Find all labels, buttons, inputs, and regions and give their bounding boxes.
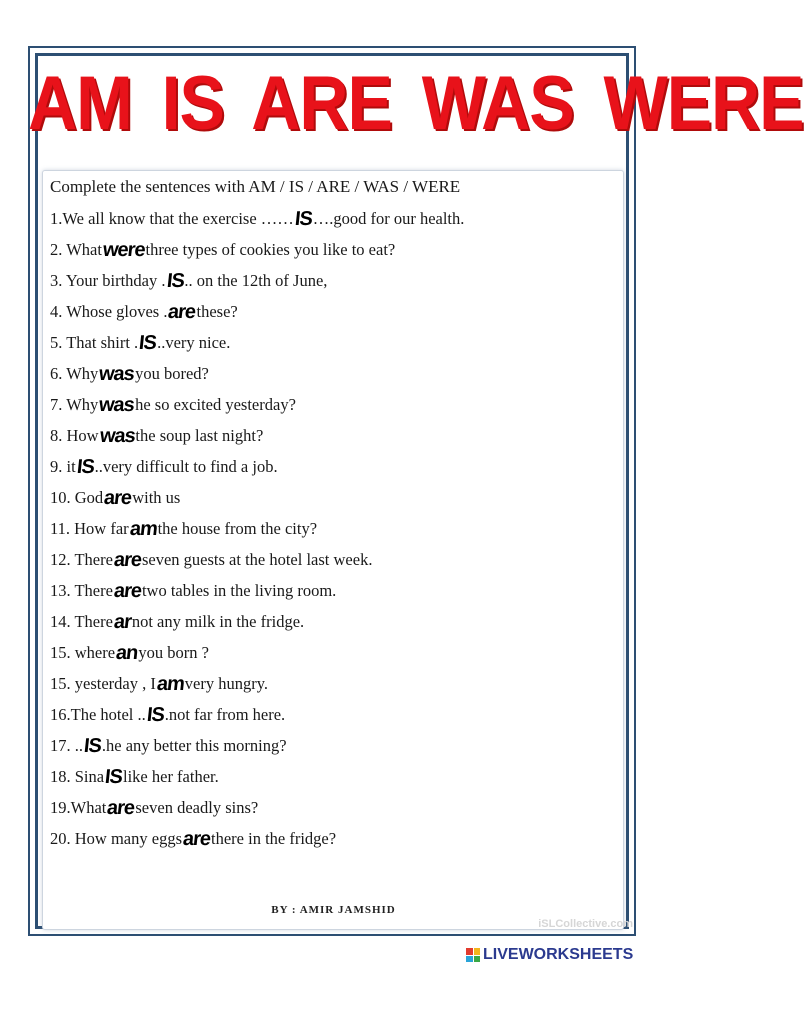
question-text-after: ..very nice. bbox=[157, 333, 231, 352]
answer-field[interactable]: are bbox=[106, 797, 136, 819]
question-row bbox=[50, 827, 336, 851]
question-text-after: with us bbox=[132, 488, 181, 507]
question-text-after: he so excited yesterday? bbox=[135, 395, 296, 414]
question-text-before: 16.The hotel .. bbox=[50, 705, 146, 724]
question-text-after: these? bbox=[196, 302, 238, 321]
question-row bbox=[50, 672, 268, 696]
question-text-before: 10. God bbox=[50, 488, 104, 507]
question-text-before: 5. That shirt . bbox=[50, 333, 139, 352]
answer-field[interactable]: IS bbox=[103, 766, 124, 788]
question-row bbox=[50, 703, 285, 727]
worksheet-title: AM IS ARE WAS WERE bbox=[28, 60, 804, 146]
answer-field[interactable]: IS bbox=[293, 208, 313, 230]
brand-label: LIVEWORKSHEETS bbox=[483, 946, 634, 963]
question-text-before: 11. How far bbox=[50, 519, 129, 538]
question-text-after: the house from the city? bbox=[157, 519, 318, 538]
question-text-before: 13. There bbox=[50, 581, 113, 600]
question-row bbox=[50, 424, 263, 448]
question-row bbox=[50, 610, 304, 634]
answer-field[interactable]: IS bbox=[138, 332, 158, 354]
question-text-after: the soup last night? bbox=[135, 426, 264, 445]
question-text-after: like her father. bbox=[123, 767, 219, 786]
answer-field[interactable]: was bbox=[98, 394, 136, 416]
answer-field[interactable]: IS bbox=[165, 270, 185, 292]
question-row bbox=[50, 548, 372, 572]
question-text-before: 2. What bbox=[50, 240, 102, 259]
question-text-after: very hungry. bbox=[184, 674, 268, 693]
question-row bbox=[50, 486, 180, 510]
question-text-after: you bored? bbox=[135, 364, 209, 383]
question-row bbox=[50, 269, 327, 293]
watermark-text: iSLCollective.com bbox=[538, 918, 633, 930]
answer-field[interactable]: were bbox=[101, 239, 146, 261]
answer-field[interactable]: ar bbox=[112, 611, 132, 633]
question-row bbox=[50, 517, 317, 541]
answer-field[interactable]: are bbox=[167, 301, 197, 323]
question-row bbox=[50, 331, 230, 355]
question-row bbox=[50, 393, 296, 417]
answer-field[interactable]: are bbox=[181, 828, 212, 850]
answer-field[interactable]: was bbox=[98, 425, 136, 447]
answer-field[interactable]: am bbox=[128, 518, 158, 540]
question-text-before: 7. Why bbox=[50, 395, 99, 414]
question-text-after: ….good for our health. bbox=[312, 209, 465, 228]
question-row bbox=[50, 796, 258, 820]
author-byline: BY : AMIR JAMSHID bbox=[271, 904, 396, 916]
question-text-after: .he any better this morning? bbox=[101, 736, 287, 755]
question-text-before: 15. yesterday , I bbox=[50, 674, 156, 693]
answer-field[interactable]: was bbox=[98, 363, 136, 385]
question-text-before: 8. How bbox=[50, 426, 99, 445]
answer-field[interactable]: are bbox=[112, 580, 143, 602]
question-text-before: 19.What bbox=[50, 798, 107, 817]
question-text-after: seven deadly sins? bbox=[135, 798, 259, 817]
answer-field[interactable]: am bbox=[155, 673, 185, 695]
question-row bbox=[50, 579, 336, 603]
answer-field[interactable]: are bbox=[103, 487, 133, 509]
answer-field[interactable]: IS bbox=[75, 456, 95, 478]
question-row bbox=[50, 300, 238, 324]
answer-field[interactable]: IS bbox=[145, 704, 165, 726]
instruction-text: Complete the sentences with AM / IS / ARE / WAS / WERE bbox=[50, 177, 461, 196]
question-text-after: ..very difficult to find a job. bbox=[94, 457, 278, 476]
liveworksheets-grid-icon bbox=[466, 948, 480, 962]
question-text-before: 18. Sina bbox=[50, 767, 105, 786]
question-text-before: 6. Why bbox=[50, 364, 99, 383]
question-row bbox=[50, 238, 395, 262]
question-row bbox=[50, 641, 209, 665]
question-text-before: 14. There bbox=[50, 612, 113, 631]
question-text-before: 12. There bbox=[50, 550, 113, 569]
question-text-after: there in the fridge? bbox=[211, 829, 337, 848]
question-text-before: 9. it bbox=[50, 457, 76, 476]
question-text-before: 3. Your birthday . bbox=[50, 271, 166, 290]
question-text-before: 20. How many eggs bbox=[50, 829, 182, 848]
question-text-after: you born ? bbox=[138, 643, 209, 662]
question-text-after: seven guests at the hotel last week. bbox=[141, 550, 373, 569]
question-row bbox=[50, 734, 287, 758]
question-text-before: 15. where bbox=[50, 643, 116, 662]
question-text-after: not any milk in the fridge. bbox=[131, 612, 305, 631]
answer-field[interactable]: an bbox=[114, 642, 139, 664]
answer-field[interactable]: IS bbox=[82, 735, 103, 757]
question-row bbox=[50, 765, 219, 789]
question-text-after: .not far from here. bbox=[164, 705, 286, 724]
liveworksheets-logo[interactable] bbox=[466, 944, 633, 966]
question-text-after: .. on the 12th of June, bbox=[184, 271, 328, 290]
question-row bbox=[50, 362, 209, 386]
question-text-before: 1.We all know that the exercise …… bbox=[50, 209, 294, 228]
question-text-after: three types of cookies you like to eat? bbox=[145, 240, 396, 259]
question-row bbox=[50, 455, 278, 479]
question-text-before: 17. .. bbox=[50, 736, 83, 755]
question-row bbox=[50, 207, 464, 231]
question-text-before: 4. Whose gloves . bbox=[50, 302, 168, 321]
answer-field[interactable]: are bbox=[112, 549, 143, 571]
question-text-after: two tables in the living room. bbox=[141, 581, 337, 600]
